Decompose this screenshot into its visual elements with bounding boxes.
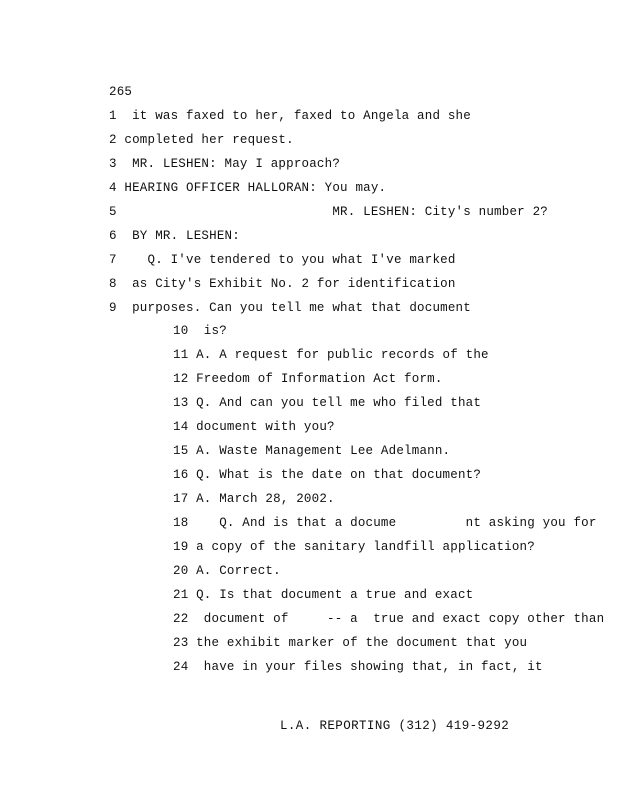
transcript-line: 7 Q. I've tendered to you what I've marked: [109, 253, 456, 267]
transcript-line: 9 purposes. Can you tell me what that document: [109, 301, 471, 315]
transcript-line: 22 document of -- a true and exact copy other than: [173, 612, 605, 626]
transcript-line: 3 MR. LESHEN: May I approach?: [109, 157, 341, 171]
transcript-line: 6 BY MR. LESHEN:: [109, 229, 240, 243]
transcript-line: 18 Q. And is that a docume nt asking you for: [173, 516, 597, 530]
transcript-line: 19 a copy of the sanitary landfill application?: [173, 540, 535, 554]
transcript-line: 12 Freedom of Information Act form.: [173, 372, 443, 386]
transcript-line: 2 completed her request.: [109, 133, 294, 147]
reporter-footer: L.A. REPORTING (312) 419-9292: [280, 719, 510, 733]
transcript-line: 20 A. Correct.: [173, 564, 281, 578]
transcript-line: 4 HEARING OFFICER HALLORAN: You may.: [109, 181, 387, 195]
transcript-line: 8 as City's Exhibit No. 2 for identification: [109, 277, 456, 291]
transcript-line: 14 document with you?: [173, 420, 335, 434]
transcript-line: 1 it was faxed to her, faxed to Angela and she: [109, 109, 471, 123]
transcript-line: 13 Q. And can you tell me who filed that: [173, 396, 482, 410]
page-number: 265: [109, 85, 133, 99]
transcript-line: 16 Q. What is the date on that document?: [173, 468, 482, 482]
transcript-line: 23 the exhibit marker of the document that you: [173, 636, 528, 650]
transcript-line: 21 Q. Is that document a true and exact: [173, 588, 474, 602]
transcript-line: 24 have in your files showing that, in fact, it: [173, 660, 543, 674]
transcript-line: 11 A. A request for public records of the: [173, 348, 489, 362]
transcript-line: 17 A. March 28, 2002.: [173, 492, 335, 506]
transcript-line: 5 MR. LESHEN: City's number 2?: [109, 205, 548, 219]
transcript-line: 10 is?: [173, 324, 227, 338]
transcript-line: 15 A. Waste Management Lee Adelmann.: [173, 444, 451, 458]
